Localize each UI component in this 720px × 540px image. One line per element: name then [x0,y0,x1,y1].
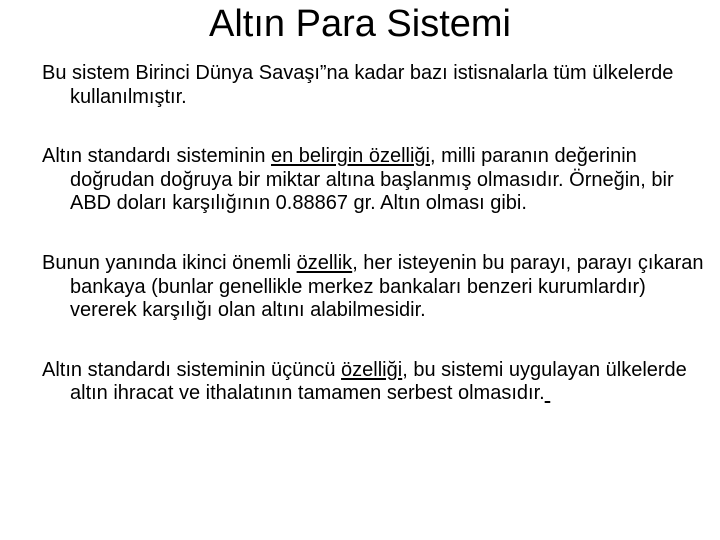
paragraph-3-underlined: özellik [296,251,353,274]
paragraph-2-after: , milli paranın değerinin doğrudan doğruya bir miktar altına başlanmış olmasıdır. Örneğin, bir ABD doları karşılığının 0.88867 gr. Altın olması gibi. [70,145,674,215]
paragraph-4-after: , bu sistemi uygulayan ülkelerde altın ihracat ve ithalatının tamamen serbest olmasıdır. [70,358,687,405]
paragraph-2-before: Altın standardı sisteminin [42,145,271,168]
paragraph-4 [42,359,710,406]
paragraph-2-underlined: en belirgin özelliği [271,145,430,168]
slide-body [42,62,710,406]
paragraph-3 [42,252,710,323]
slide-title: Altın Para Sistemi [209,3,511,45]
paragraph-1 [42,62,710,109]
paragraph-1-text: Bu sistem Birinci Dünya Savaşı”na kadar bazı istisnalarla tüm ülkelerde kullanılmıştır. [42,62,674,108]
paragraph-3-before: Bunun yanında ikinci önemli [42,251,297,274]
paragraph-4-before: Altın standardı sisteminin üçüncü [42,358,342,381]
paragraph-4-trailing-underline [545,382,551,404]
paragraph-4-underlined: özelliği [341,358,403,381]
paragraph-3-after: , her isteyenin bu parayı, parayı çıkaran bankaya (bunlar genellikle merkez bankaları benzeri kurumlardır) vererek karşılığı olan altını alabilmesidir. [70,251,704,322]
paragraph-2 [42,145,710,216]
